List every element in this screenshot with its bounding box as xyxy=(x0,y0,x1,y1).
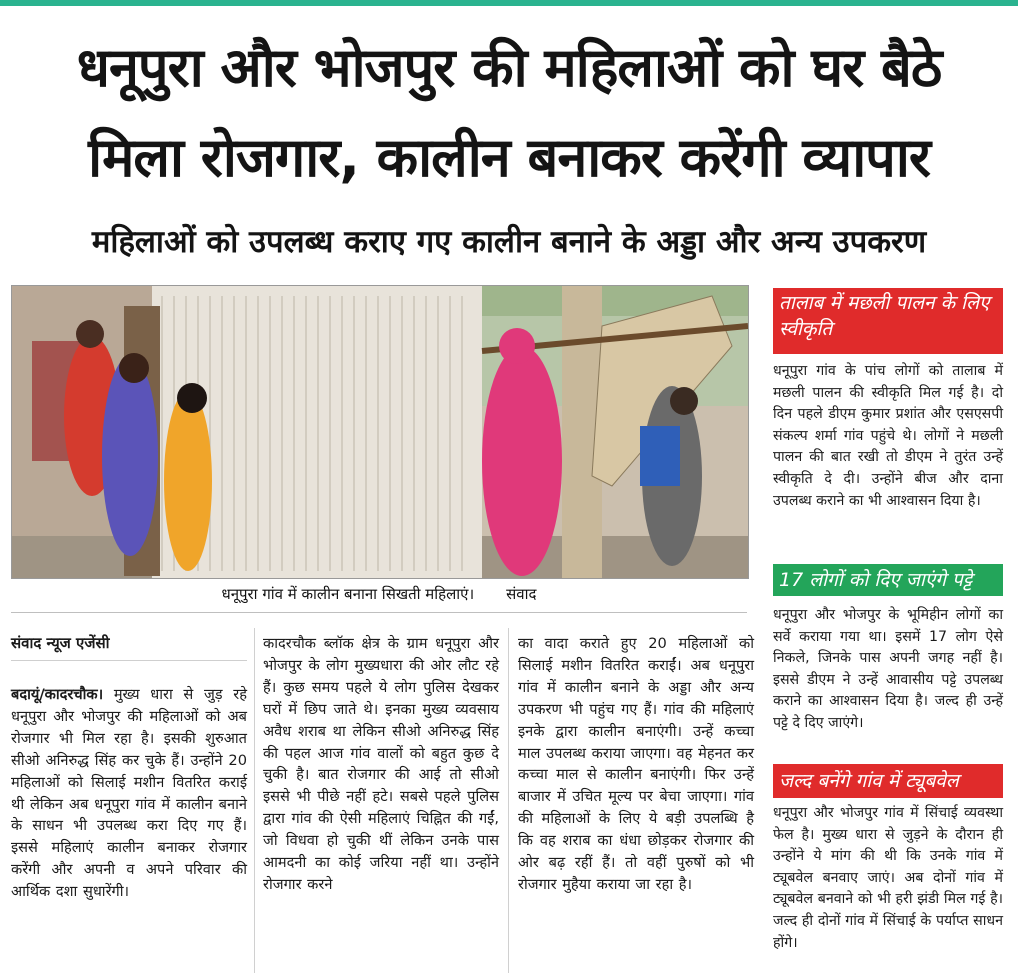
sidebar-heading-land-lease: 17 लोगों को दिए जाएंगे पट्टे xyxy=(773,564,1003,596)
subheadline: महिलाओं को उपलब्ध कराए गए कालीन बनाने के अड्डा और अन्य उपकरण xyxy=(91,224,927,260)
column-divider-2 xyxy=(508,628,509,973)
photo-caption xyxy=(11,584,747,604)
photo-illustration xyxy=(12,286,748,578)
sidebar-text-land-lease: धनूपुरा और भोजपुर के भूमिहीन लोगों का सर्वे कराया गया था। इसमें 17 लोग ऐसे निकले, जिनके पास अपनी जगह नहीं है। इससे डीएम ने उन्हें आवासीय पट्टे उपलब्ध कराने का आश्वासन दिया है। जल्द ही उन्हें पट्टे दे दिए जाएंगे। xyxy=(773,607,1003,731)
headline-line-2: मिला रोजगार, कालीन बनाकर करेंगी व्यापार xyxy=(88,126,930,189)
dateline: बदायूं/कादरचौक। xyxy=(11,686,104,703)
sidebar-heading-fish-farming: तालाब में मछली पालन के लिए स्वीकृति xyxy=(773,288,1003,354)
sidebar-text-tubewell: धनूपुरा और भोजपुर गांव में सिंचाई व्यवस्था फेल है। मुख्य धारा से जुड़ने के दौरान ही उन्होंने ये मांग की थी कि उनके गांव में ट्यूबवेल बनवाए जाएं। अब दोनों गांव में ट्यूबवेल बनवाने को भी हरी झंडी मिल गई है। जल्द ही दोनों गांव में सिंचाई के पर्याप्त साधन होंगे। xyxy=(773,805,1003,951)
article-column-3: का वादा कराते हुए 20 महिलाओं को सिलाई मशीन वितरित कराईं। अब धनूपुरा गांव में कालीन बनाने के अड्डा और अन्य उपकरण भी पहुंच गए हैं। गांव की महिलाएं इनके द्वारा कालीन बनाएंगी। उन्हें कच्चा माल उपलब्ध कराया जाएगा। वह मेहनत कर कच्चा माल से कालीन बनाएंगी। फिर उन्हें बाजार में उचित मूल्य पर बेचा जाएगा। गांव की महिलाओं के लिए ये बड़ी उपलब्धि है कि वह शराब का धंधा छोड़कर रोजगार की ओर बढ़ रहीं हैं। तो वहीं पुरुषों को भी रोजगार मुहैया कराया जा रहा है। xyxy=(518,635,754,893)
article-column-1-text: मुख्य धारा से जुड़ रहे धनूपुरा और भोजपुर की महिलाओं को अब रोजगार भी मिल रहा है। इसकी शुरुआत सीओ अनिरुद्ध सिंह कर चुके हैं। उन्होंने 20 महिलाओं को सिलाई मशीन वितरित कराई थी लेकिन अब धनूपुरा गांव में कालीन बनाने के साधन भी उपलब्ध करा दिए गए हैं। इससे महिलाएं कालीन बनाकर रोजगार करेंगी और अपनी व अपने परिवार की आर्थिक दशा सुधारेंगी। xyxy=(11,686,247,901)
byline: संवाद न्यूज एजेंसी xyxy=(11,634,110,652)
article-column-1 xyxy=(11,684,247,903)
news-photo-carpet-weaving xyxy=(11,285,749,579)
sidebar-heading-tubewell: जल्द बनेंगे गांव में ट्यूबवेल xyxy=(773,764,1003,798)
byline-rule xyxy=(11,660,247,661)
photo-credit: संवाद xyxy=(506,585,537,603)
caption-text: धनूपुरा गांव में कालीन बनाना सिखती महिलाएं। xyxy=(221,585,475,603)
headline-line-1: धनूपुरा और भोजपुर की महिलाओं को घर बैठे xyxy=(76,36,942,99)
article-column-2: कादरचौक ब्लॉक क्षेत्र के ग्राम धनूपुरा और भोजपुर के लोग मुख्यधारा की ओर लौट रहे हैं। कुछ समय पहले ये लोग पुलिस देखकर घरों में छिप जाते थे। इनका मुख्य व्यवसाय अवैध शराब था लेकिन सीओ अनिरुद्ध सिंह की पहल आज गांव वालों को बहुत कुछ दे चुकी है। बात रोजगार की आई तो सीओ इससे भी पीछे नहीं हटे। सबसे पहले पुलिस द्वारा गांव की ऐसी महिलाएं चिह्नित की गईं, जो विधवा हो चुकी थीं लेकिन उनके पास आमदनी का कोई जरिया नहीं था। उन्होंने रोजगार करने xyxy=(263,635,499,893)
section-divider xyxy=(11,612,747,613)
sidebar-text-fish-farming: धनूपुरा गांव के पांच लोगों को तालाब में मछली पालन की स्वीकृति मिल गई है। दो दिन पहले डीएम कुमार प्रशांत और एसएसपी संकल्प शर्मा गांव पहुंचे थे। लोगों ने मछली पालन की बात रखी तो डीएम ने तुरंत उन्हें स्वीकृति दे दी। उन्होंने बीज और दाना उपलब्ध कराने का भी आश्वासन दिया है। xyxy=(773,363,1003,509)
top-rule xyxy=(0,0,1018,6)
column-divider-1 xyxy=(254,628,255,973)
